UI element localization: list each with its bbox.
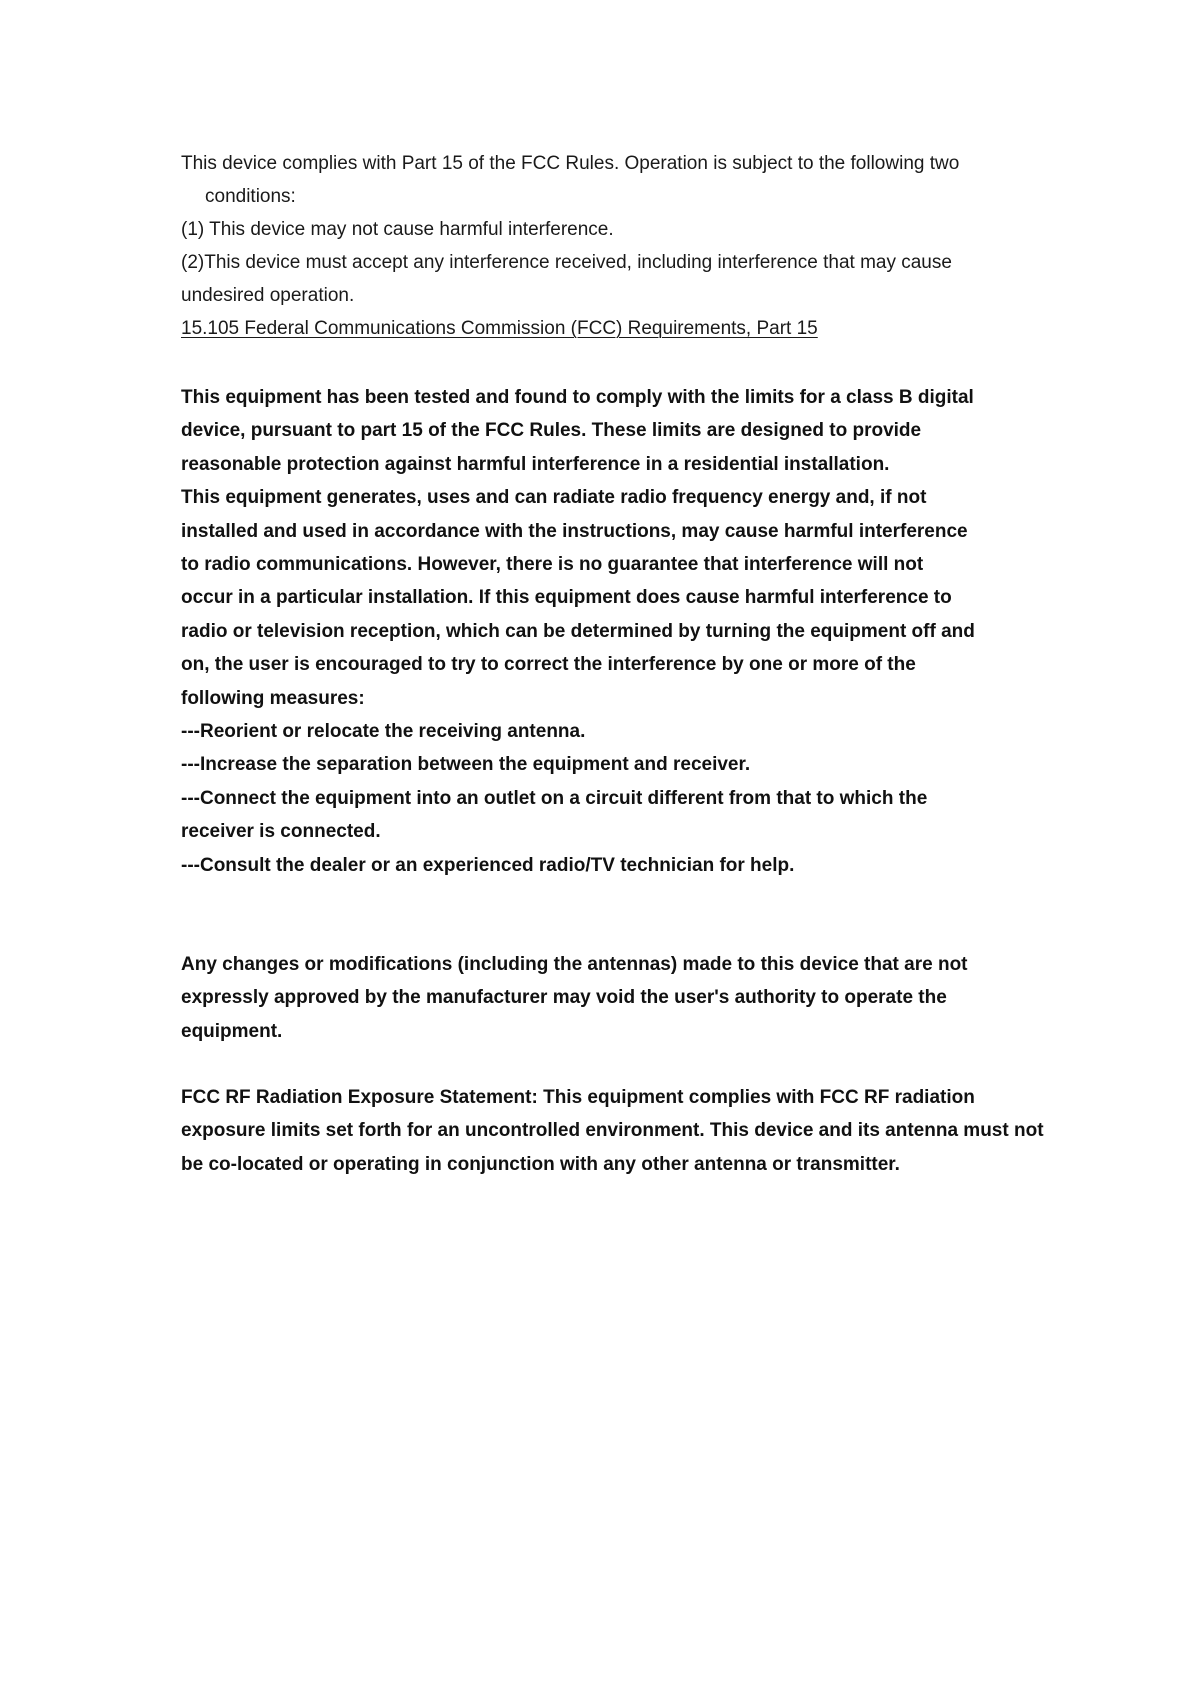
statement-line: installed and used in accordance with the instructions, may cause harmful interference: [181, 520, 968, 542]
modifications-warning: [181, 948, 1111, 1048]
rf-statement-line: FCC RF Radiation Exposure Statement: This equipment complies with FCC RF radiation: [181, 1087, 975, 1108]
statement-line: radio or television reception, which can be determined by turning the equipment off and: [181, 620, 975, 642]
statement-line: following measures:: [181, 687, 365, 709]
warning-line: expressly approved by the manufacturer may void the user's authority to operate the: [181, 987, 947, 1009]
condition-item-1: (1) This device may not cause harmful interference.: [181, 219, 614, 240]
measure-item: ---Reorient or relocate the receiving antenna.: [181, 721, 586, 743]
condition-item-2-continued: undesired operation.: [181, 285, 355, 306]
warning-line: Any changes or modifications (including the antennas) made to this device that are not: [181, 954, 968, 975]
conditions-intro-continued: conditions:: [205, 186, 296, 207]
statement-line: to radio communications. However, there is no guarantee that interference will not: [181, 554, 924, 576]
statement-line: device, pursuant to part 15 of the FCC Rules. These limits are designed to provide: [181, 420, 922, 442]
measure-item: ---Increase the separation between the equipment and receiver.: [181, 754, 751, 776]
rf-exposure-statement: [181, 1081, 1141, 1181]
fcc-reference-heading: 15.105 Federal Communications Commission (FCC) Requirements, Part 15: [181, 318, 818, 339]
rf-statement-line: be co-located or operating in conjunction with any other antenna or transmitter.: [181, 1153, 900, 1175]
statement-line: This equipment has been tested and found to comply with the limits for a class B digital: [181, 387, 974, 408]
statement-line: on, the user is encouraged to try to correct the interference by one or more of the: [181, 654, 916, 676]
measure-item-continued: receiver is connected.: [181, 821, 381, 843]
statement-line: This equipment generates, uses and can radiate radio frequency energy and, if not: [181, 487, 927, 509]
class-b-statement: [181, 381, 1111, 882]
measure-item: ---Connect the equipment into an outlet on a circuit different from that to which the: [181, 787, 928, 809]
conditions-intro: This device complies with Part 15 of the FCC Rules. Operation is subject to the following two: [181, 153, 960, 174]
conditions-section: [181, 147, 1111, 345]
statement-line: reasonable protection against harmful interference in a residential installation.: [181, 453, 890, 475]
measure-item: ---Consult the dealer or an experienced radio/TV technician for help.: [181, 854, 795, 876]
rf-statement-line: exposure limits set forth for an uncontrolled environment. This device and its antenna must not: [181, 1120, 1044, 1142]
warning-line: equipment.: [181, 1020, 283, 1042]
condition-item-2: (2)This device must accept any interference received, including interference that may cause: [181, 252, 952, 273]
statement-line: occur in a particular installation. If this equipment does cause harmful interference to: [181, 587, 952, 609]
